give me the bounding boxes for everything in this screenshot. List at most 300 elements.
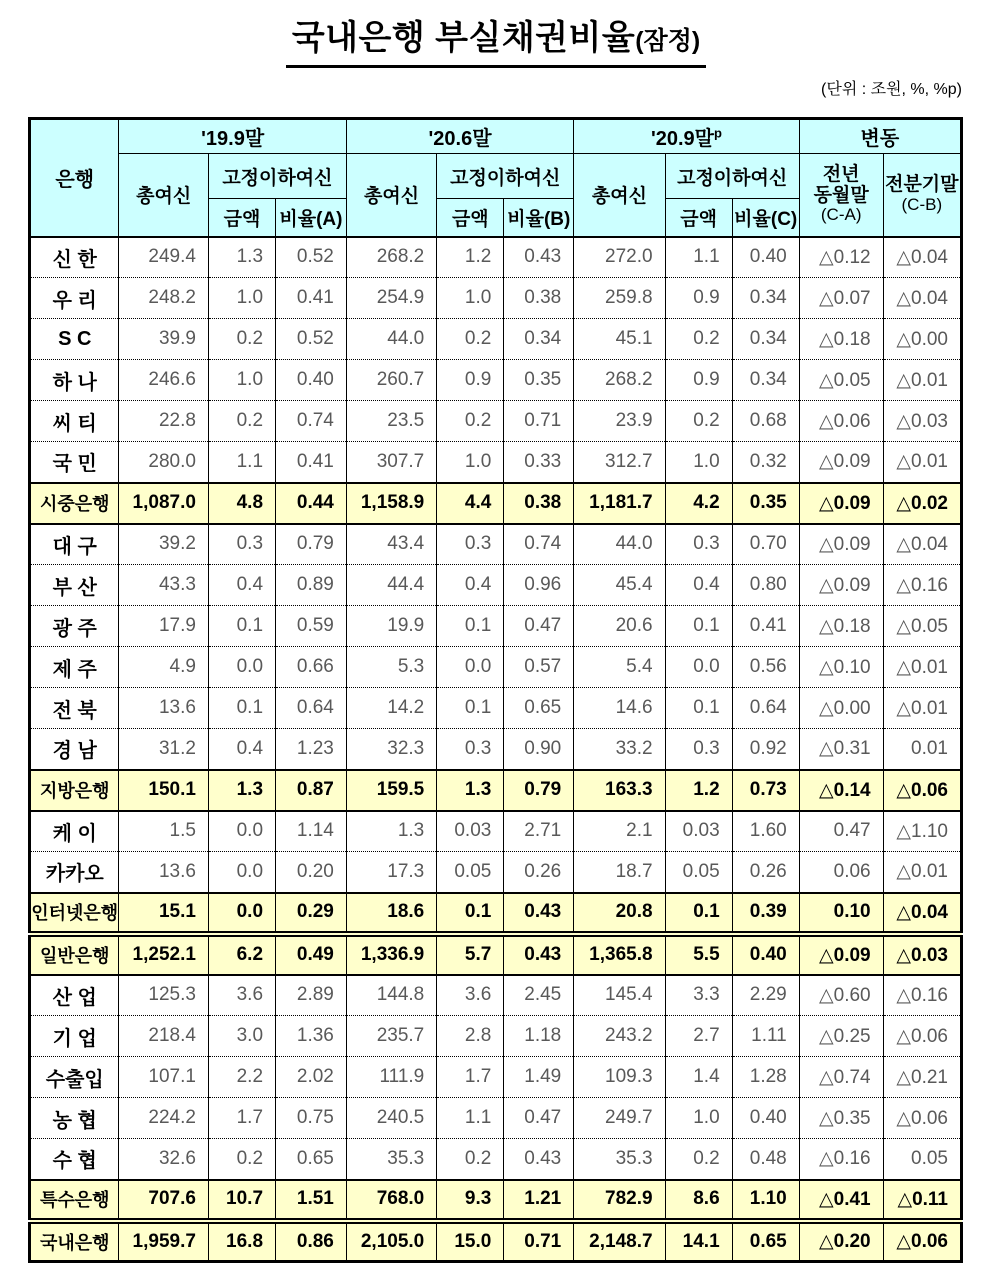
header-total-credit-1: 총여신 (119, 154, 208, 237)
bank-name-cell: 지방은행 (30, 770, 119, 811)
value-cell: 0.66 (276, 647, 347, 688)
value-cell: 0.52 (276, 237, 347, 278)
value-cell: 1.60 (732, 811, 799, 852)
header-total-credit-3: 총여신 (574, 154, 665, 237)
value-cell: △0.11 (883, 1180, 961, 1221)
value-cell: 268.2 (346, 237, 436, 278)
value-cell: 0.1 (437, 606, 504, 647)
value-cell: 0.34 (504, 319, 574, 360)
table-header (30, 119, 962, 237)
value-cell: 5.3 (346, 647, 436, 688)
value-cell: 254.9 (346, 278, 436, 319)
value-cell: △0.18 (799, 319, 883, 360)
value-cell: 14.1 (665, 1221, 732, 1262)
value-cell: 224.2 (119, 1098, 208, 1139)
value-cell: 125.3 (119, 975, 208, 1016)
value-cell: 0.79 (276, 524, 347, 565)
value-cell: 1.0 (437, 442, 504, 483)
value-cell: 1.21 (504, 1180, 574, 1221)
value-cell: △0.06 (799, 401, 883, 442)
value-cell: 2.45 (504, 975, 574, 1016)
value-cell: 0.87 (276, 770, 347, 811)
value-cell: 23.9 (574, 401, 665, 442)
value-cell: △0.10 (799, 647, 883, 688)
value-cell: 0.35 (732, 483, 799, 524)
value-cell: 0.03 (665, 811, 732, 852)
value-cell: 0.47 (504, 606, 574, 647)
value-cell: 0.52 (276, 319, 347, 360)
value-cell: △0.12 (799, 237, 883, 278)
value-cell: △0.09 (799, 442, 883, 483)
header-bank: 은행 (30, 119, 119, 237)
value-cell: △0.01 (883, 688, 961, 729)
value-cell: 268.2 (574, 360, 665, 401)
value-cell: 0.48 (732, 1139, 799, 1180)
value-cell: 4.9 (119, 647, 208, 688)
value-cell: 14.6 (574, 688, 665, 729)
header-ratio-c: 비율(C) (732, 199, 799, 237)
header-total-credit-2: 총여신 (346, 154, 436, 237)
header-substandard-1: 고정이하여신 (208, 154, 346, 199)
value-cell: 16.8 (208, 1221, 275, 1262)
bank-name-cell: 산 업 (30, 975, 119, 1016)
value-cell: △0.05 (799, 360, 883, 401)
value-cell: △0.20 (799, 1221, 883, 1262)
value-cell: 0.40 (732, 1098, 799, 1139)
table-row (30, 975, 962, 1016)
value-cell: 0.64 (732, 688, 799, 729)
value-cell: △0.04 (883, 278, 961, 319)
value-cell: 259.8 (574, 278, 665, 319)
value-cell: 163.3 (574, 770, 665, 811)
value-cell: 159.5 (346, 770, 436, 811)
value-cell: 0.34 (732, 278, 799, 319)
value-cell: 8.6 (665, 1180, 732, 1221)
value-cell: 44.4 (346, 565, 436, 606)
value-cell: 1.28 (732, 1057, 799, 1098)
value-cell: 1.0 (665, 442, 732, 483)
table-row (30, 278, 962, 319)
value-cell: 235.7 (346, 1016, 436, 1057)
table-row (30, 565, 962, 606)
value-cell: 768.0 (346, 1180, 436, 1221)
value-cell: △0.41 (799, 1180, 883, 1221)
value-cell: 312.7 (574, 442, 665, 483)
header-period-2006: '20.6말 (346, 119, 573, 154)
value-cell: 5.5 (665, 934, 732, 975)
value-cell: 0.20 (276, 852, 347, 893)
header-ratio-a: 비율(A) (276, 199, 347, 237)
table-row (30, 319, 962, 360)
value-cell: 0.9 (665, 278, 732, 319)
value-cell: 249.4 (119, 237, 208, 278)
value-cell: 0.68 (732, 401, 799, 442)
value-cell: 0.73 (732, 770, 799, 811)
bank-name-cell: 일반은행 (30, 934, 119, 975)
value-cell: 1.7 (437, 1057, 504, 1098)
value-cell: 19.9 (346, 606, 436, 647)
value-cell: 109.3 (574, 1057, 665, 1098)
value-cell: △0.05 (883, 606, 961, 647)
value-cell: △0.35 (799, 1098, 883, 1139)
bank-name-cell: 수출입 (30, 1057, 119, 1098)
table-row (30, 442, 962, 483)
value-cell: 0.43 (504, 934, 574, 975)
value-cell: 6.2 (208, 934, 275, 975)
value-cell: 0.3 (437, 729, 504, 770)
value-cell: 0.64 (276, 688, 347, 729)
value-cell: 0.2 (437, 401, 504, 442)
value-cell: 0.29 (276, 893, 347, 934)
value-cell: 45.4 (574, 565, 665, 606)
value-cell: 0.65 (732, 1221, 799, 1262)
bank-name-cell: 케 이 (30, 811, 119, 852)
table-row (30, 1057, 962, 1098)
value-cell: △0.01 (883, 647, 961, 688)
value-cell: 0.38 (504, 278, 574, 319)
value-cell: 44.0 (574, 524, 665, 565)
table-body (30, 237, 962, 1262)
value-cell: 707.6 (119, 1180, 208, 1221)
value-cell: 2.02 (276, 1057, 347, 1098)
table-row (30, 770, 962, 811)
value-cell: 0.05 (665, 852, 732, 893)
value-cell: 0.89 (276, 565, 347, 606)
table-row (30, 1016, 962, 1057)
value-cell: 0.43 (504, 1139, 574, 1180)
value-cell: 5.7 (437, 934, 504, 975)
value-cell: △0.04 (883, 237, 961, 278)
value-cell: 0.38 (504, 483, 574, 524)
npl-ratio-table (28, 117, 963, 1263)
provisional-superscript: p (714, 125, 722, 141)
header-substandard-3: 고정이하여신 (665, 154, 799, 199)
value-cell: 1,158.9 (346, 483, 436, 524)
value-cell: 111.9 (346, 1057, 436, 1098)
value-cell: 0.2 (437, 319, 504, 360)
table-row (30, 688, 962, 729)
value-cell: 272.0 (574, 237, 665, 278)
value-cell: 3.0 (208, 1016, 275, 1057)
value-cell: △0.31 (799, 729, 883, 770)
value-cell: 32.6 (119, 1139, 208, 1180)
value-cell: 0.0 (437, 647, 504, 688)
table-row (30, 852, 962, 893)
value-cell: 39.2 (119, 524, 208, 565)
value-cell: 17.9 (119, 606, 208, 647)
value-cell: 0.0 (208, 647, 275, 688)
value-cell: 0.43 (504, 893, 574, 934)
value-cell: 1,365.8 (574, 934, 665, 975)
value-cell: 2.1 (574, 811, 665, 852)
value-cell: 1,959.7 (119, 1221, 208, 1262)
value-cell: 0.1 (437, 688, 504, 729)
value-cell: 0.57 (504, 647, 574, 688)
value-cell: 0.34 (732, 319, 799, 360)
table-row (30, 237, 962, 278)
bank-name-cell: S C (30, 319, 119, 360)
value-cell: 0.65 (504, 688, 574, 729)
value-cell: 0.40 (732, 237, 799, 278)
value-cell: 1,252.1 (119, 934, 208, 975)
value-cell: 0.80 (732, 565, 799, 606)
value-cell: 0.1 (665, 688, 732, 729)
value-cell: 23.5 (346, 401, 436, 442)
value-cell: 0.03 (437, 811, 504, 852)
bank-name-cell: 국내은행 (30, 1221, 119, 1262)
value-cell: △0.09 (799, 565, 883, 606)
value-cell: 0.2 (208, 319, 275, 360)
value-cell: 0.34 (732, 360, 799, 401)
value-cell: 0.1 (208, 606, 275, 647)
value-cell: 1.3 (437, 770, 504, 811)
value-cell: 1.11 (732, 1016, 799, 1057)
header-amount-1: 금액 (208, 199, 275, 237)
bank-name-cell: 농 협 (30, 1098, 119, 1139)
value-cell: 1.3 (208, 237, 275, 278)
value-cell: 0.4 (665, 565, 732, 606)
value-cell: 2.71 (504, 811, 574, 852)
value-cell: 0.0 (208, 893, 275, 934)
bank-name-cell: 하 나 (30, 360, 119, 401)
value-cell: 0.39 (732, 893, 799, 934)
page-title-underline (286, 10, 706, 68)
value-cell: △0.01 (883, 442, 961, 483)
header-ratio-b: 비율(B) (504, 199, 574, 237)
value-cell: △0.25 (799, 1016, 883, 1057)
value-cell: 1,087.0 (119, 483, 208, 524)
value-cell: 246.6 (119, 360, 208, 401)
value-cell: 0.59 (276, 606, 347, 647)
table-row (30, 524, 962, 565)
value-cell: 1.4 (665, 1057, 732, 1098)
value-cell: △0.74 (799, 1057, 883, 1098)
value-cell: 0.40 (276, 360, 347, 401)
value-cell: 0.33 (504, 442, 574, 483)
table-row (30, 729, 962, 770)
table-row (30, 606, 962, 647)
value-cell: 1,181.7 (574, 483, 665, 524)
value-cell: 43.4 (346, 524, 436, 565)
value-cell: 150.1 (119, 770, 208, 811)
page-title (0, 0, 992, 68)
header-period-1999: '19.9말 (119, 119, 346, 154)
value-cell: △0.02 (883, 483, 961, 524)
value-cell: 1.1 (208, 442, 275, 483)
value-cell: 0.41 (276, 278, 347, 319)
value-cell: 4.4 (437, 483, 504, 524)
value-cell: 248.2 (119, 278, 208, 319)
value-cell: 1.3 (346, 811, 436, 852)
value-cell: 10.7 (208, 1180, 275, 1221)
value-cell: 260.7 (346, 360, 436, 401)
value-cell: △0.04 (883, 893, 961, 934)
header-period-2009-text: '20.9말 (651, 128, 715, 150)
value-cell: △1.10 (883, 811, 961, 852)
table-row (30, 360, 962, 401)
value-cell: 1.2 (665, 770, 732, 811)
value-cell: 20.8 (574, 893, 665, 934)
value-cell: △0.60 (799, 975, 883, 1016)
value-cell: 0.3 (437, 524, 504, 565)
bank-name-cell: 부 산 (30, 565, 119, 606)
value-cell: 0.3 (665, 524, 732, 565)
value-cell: 0.9 (665, 360, 732, 401)
value-cell: 0.86 (276, 1221, 347, 1262)
value-cell: 43.3 (119, 565, 208, 606)
value-cell: 107.1 (119, 1057, 208, 1098)
value-cell: 0.1 (665, 893, 732, 934)
value-cell: △0.01 (883, 360, 961, 401)
header-amount-2: 금액 (437, 199, 504, 237)
value-cell: 0.26 (732, 852, 799, 893)
value-cell: △0.16 (883, 565, 961, 606)
value-cell: 20.6 (574, 606, 665, 647)
bank-name-cell: 신 한 (30, 237, 119, 278)
value-cell: △0.07 (799, 278, 883, 319)
value-cell: 0.4 (437, 565, 504, 606)
value-cell: 0.65 (276, 1139, 347, 1180)
value-cell: 3.6 (437, 975, 504, 1016)
value-cell: △0.16 (883, 975, 961, 1016)
value-cell: 9.3 (437, 1180, 504, 1221)
unit-note: (단위 : 조원, %, %p) (821, 81, 962, 98)
value-cell: 44.0 (346, 319, 436, 360)
value-cell: 0.49 (276, 934, 347, 975)
value-cell: 0.44 (276, 483, 347, 524)
value-cell: 0.0 (208, 852, 275, 893)
header-substandard-2: 고정이하여신 (437, 154, 574, 199)
value-cell: 0.2 (665, 1139, 732, 1180)
value-cell: 0.26 (504, 852, 574, 893)
value-cell: 0.32 (732, 442, 799, 483)
value-cell: △0.09 (799, 934, 883, 975)
value-cell: 2.7 (665, 1016, 732, 1057)
value-cell: 13.6 (119, 852, 208, 893)
value-cell: 0.74 (504, 524, 574, 565)
value-cell: △0.06 (883, 1221, 961, 1262)
value-cell: 15.0 (437, 1221, 504, 1262)
value-cell: 18.7 (574, 852, 665, 893)
value-cell: 32.3 (346, 729, 436, 770)
value-cell: 1.36 (276, 1016, 347, 1057)
value-cell: 0.0 (665, 647, 732, 688)
page-title-suffix: (잠정) (635, 27, 701, 55)
value-cell: 15.1 (119, 893, 208, 934)
value-cell: 2.8 (437, 1016, 504, 1057)
value-cell: 0.41 (276, 442, 347, 483)
table-row (30, 401, 962, 442)
value-cell: 0.9 (437, 360, 504, 401)
value-cell: 0.47 (799, 811, 883, 852)
value-cell: 1.1 (437, 1098, 504, 1139)
value-cell: 35.3 (346, 1139, 436, 1180)
value-cell: 3.6 (208, 975, 275, 1016)
value-cell: △0.03 (883, 401, 961, 442)
value-cell: △0.06 (883, 770, 961, 811)
value-cell: 240.5 (346, 1098, 436, 1139)
value-cell: 0.4 (208, 729, 275, 770)
value-cell: 0.05 (883, 1139, 961, 1180)
value-cell: 145.4 (574, 975, 665, 1016)
value-cell: 1.1 (665, 237, 732, 278)
value-cell: 33.2 (574, 729, 665, 770)
value-cell: 0.43 (504, 237, 574, 278)
bank-name-cell: 시중은행 (30, 483, 119, 524)
bank-name-cell: 광 주 (30, 606, 119, 647)
value-cell: 1,336.9 (346, 934, 436, 975)
value-cell: 1.0 (437, 278, 504, 319)
bank-name-cell: 국 민 (30, 442, 119, 483)
header-period-2009 (574, 119, 800, 154)
bank-name-cell: 우 리 (30, 278, 119, 319)
bank-name-cell: 인터넷은행 (30, 893, 119, 934)
value-cell: 0.2 (208, 401, 275, 442)
value-cell: 45.1 (574, 319, 665, 360)
value-cell: △0.16 (799, 1139, 883, 1180)
value-cell: 0.75 (276, 1098, 347, 1139)
value-cell: △0.09 (799, 483, 883, 524)
value-cell: △0.01 (883, 852, 961, 893)
value-cell: 1.49 (504, 1057, 574, 1098)
value-cell: 22.8 (119, 401, 208, 442)
value-cell: 0.71 (504, 401, 574, 442)
bank-name-cell: 씨 티 (30, 401, 119, 442)
value-cell: 0.92 (732, 729, 799, 770)
value-cell: 0.35 (504, 360, 574, 401)
value-cell: 4.2 (665, 483, 732, 524)
value-cell: 1.51 (276, 1180, 347, 1221)
value-cell: 1.2 (437, 237, 504, 278)
value-cell: 1.0 (208, 278, 275, 319)
value-cell: △0.18 (799, 606, 883, 647)
bank-name-cell: 제 주 (30, 647, 119, 688)
value-cell: 31.2 (119, 729, 208, 770)
value-cell: 0.70 (732, 524, 799, 565)
value-cell: 0.4 (208, 565, 275, 606)
value-cell: 1.18 (504, 1016, 574, 1057)
value-cell: 1.3 (208, 770, 275, 811)
value-cell: 14.2 (346, 688, 436, 729)
value-cell: 0.2 (437, 1139, 504, 1180)
value-cell: 13.6 (119, 688, 208, 729)
value-cell: 0.01 (883, 729, 961, 770)
value-cell: 0.2 (208, 1139, 275, 1180)
value-cell: 218.4 (119, 1016, 208, 1057)
value-cell: △0.09 (799, 524, 883, 565)
table-row (30, 1221, 962, 1262)
bank-name-cell: 기 업 (30, 1016, 119, 1057)
value-cell: 0.90 (504, 729, 574, 770)
value-cell: △0.06 (883, 1098, 961, 1139)
table-row (30, 934, 962, 975)
value-cell: 4.8 (208, 483, 275, 524)
header-change-qoq: 전분기말 (C-B) (883, 154, 961, 237)
value-cell: 2,105.0 (346, 1221, 436, 1262)
value-cell: 2.2 (208, 1057, 275, 1098)
value-cell: 1.7 (208, 1098, 275, 1139)
bank-name-cell: 특수은행 (30, 1180, 119, 1221)
value-cell: △0.21 (883, 1057, 961, 1098)
value-cell: 0.1 (208, 688, 275, 729)
value-cell: △0.06 (883, 1016, 961, 1057)
value-cell: 0.79 (504, 770, 574, 811)
value-cell: 249.7 (574, 1098, 665, 1139)
value-cell: 280.0 (119, 442, 208, 483)
table-row (30, 811, 962, 852)
value-cell: 0.56 (732, 647, 799, 688)
value-cell: 0.10 (799, 893, 883, 934)
